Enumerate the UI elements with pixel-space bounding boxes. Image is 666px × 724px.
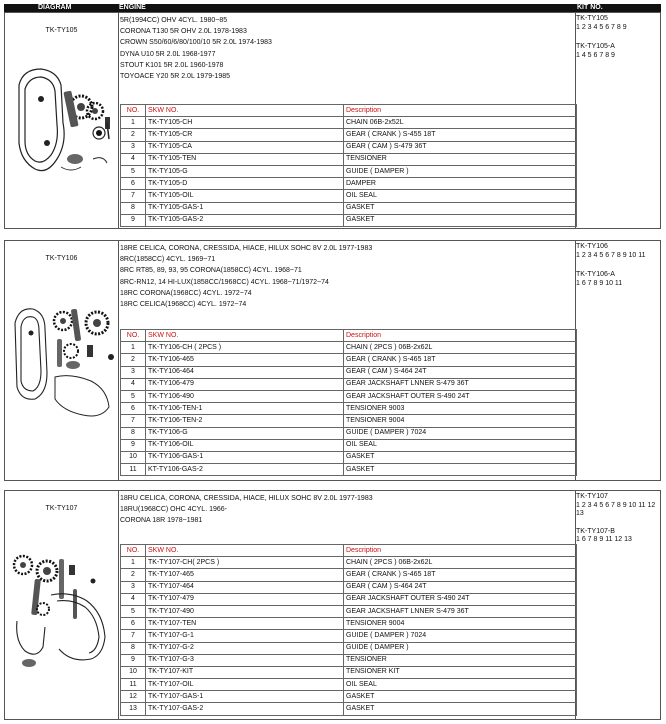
part-desc: GEAR JACKSHAFT OUTER S-490 24T xyxy=(344,593,577,605)
table-row xyxy=(121,178,577,190)
col-no: NO. xyxy=(121,105,146,117)
part-desc: GEAR ( CAM ) S-479 36T xyxy=(344,141,577,153)
part-skw: KT-TY106-GAS-2 xyxy=(146,464,344,476)
part-desc: TENSIONER 9004 xyxy=(344,618,577,630)
parts-table xyxy=(120,329,577,476)
engine-line: 8RC-RN12, 14 HI-LUX(1858CC/1968CC) 4CYL. 1968~71/1972~74 xyxy=(120,278,329,286)
part-skw: TK-TY106-TEN-2 xyxy=(146,415,344,427)
part-no: 5 xyxy=(121,605,146,617)
col-skw-no: SKW NO. xyxy=(146,330,344,342)
col-no: NO. xyxy=(121,330,146,342)
table-row xyxy=(121,581,577,593)
part-no: 9 xyxy=(121,214,146,226)
engine-line: CORONA T130 5R OHV 2.0L 1978-1983 xyxy=(120,28,247,36)
part-no: 6 xyxy=(121,178,146,190)
table-row xyxy=(121,439,577,451)
col-description: Description xyxy=(344,105,577,117)
part-skw: TK-TY106-GAS-1 xyxy=(146,451,344,463)
part-desc: GEAR ( CRANK ) S-465 18T xyxy=(344,569,577,581)
part-skw: TK-TY105-TEN xyxy=(146,153,344,165)
engine-line: 18RU(1968CC) OHC 4CYL. 1966- xyxy=(120,506,227,514)
kit-number-items: 1 2 3 4 5 6 7 8 9 10 11 xyxy=(576,251,646,259)
part-desc: TENSIONER 9004 xyxy=(344,415,577,427)
kit-numbers xyxy=(576,493,660,545)
kit-number-name: TK-TY106 xyxy=(576,243,608,250)
header-kit-no: KIT NO. xyxy=(577,4,603,11)
part-no: 3 xyxy=(121,581,146,593)
part-skw: TK-TY107-G-2 xyxy=(146,642,344,654)
part-desc: GASKET xyxy=(344,691,577,703)
parts-table-header xyxy=(121,545,577,557)
parts-table xyxy=(120,104,577,227)
table-row xyxy=(121,390,577,402)
part-desc: TENSIONER xyxy=(344,153,577,165)
engine-list xyxy=(120,243,575,310)
col-description: Description xyxy=(344,330,577,342)
part-desc: OIL SEAL xyxy=(344,190,577,202)
part-no: 2 xyxy=(121,354,146,366)
table-row xyxy=(121,691,577,703)
table-row xyxy=(121,666,577,678)
part-desc: DAMPER xyxy=(344,178,577,190)
table-row xyxy=(121,190,577,202)
kit-number-items: 1 4 5 6 7 8 9 xyxy=(576,51,615,59)
part-skw: TK-TY105-D xyxy=(146,178,344,190)
engine-line: CROWN S50/60/6/80/100/10 5R 2.0L 1974-1983 xyxy=(120,39,272,47)
catalog-header xyxy=(4,4,661,12)
kit-numbers xyxy=(576,243,660,288)
part-desc: GASKET xyxy=(344,202,577,214)
part-no: 10 xyxy=(121,451,146,463)
part-desc: GUIDE ( DAMPER ) 7024 xyxy=(344,427,577,439)
kit-code: TK-TY107 xyxy=(45,505,78,512)
part-no: 11 xyxy=(121,464,146,476)
kit-number-name: TK-TY107 xyxy=(576,493,608,500)
table-row xyxy=(121,630,577,642)
part-desc: GUIDE ( DAMPER ) xyxy=(344,165,577,177)
engine-list xyxy=(120,493,575,527)
kit-block-ty105 xyxy=(4,12,661,229)
table-row xyxy=(121,415,577,427)
engine-list xyxy=(120,15,575,82)
kit-number-items: 1 6 7 8 9 11 12 13 xyxy=(576,536,632,543)
table-row xyxy=(121,214,577,226)
part-skw: TK-TY107-465 xyxy=(146,569,344,581)
part-no: 13 xyxy=(121,703,146,715)
table-row xyxy=(121,451,577,463)
kit-code: TK-TY106 xyxy=(45,255,78,262)
part-no: 2 xyxy=(121,569,146,581)
kit-number-name: TK-TY107-B xyxy=(576,527,615,535)
table-row xyxy=(121,354,577,366)
part-no: 4 xyxy=(121,378,146,390)
part-skw: TK-TY105-GAS-1 xyxy=(146,202,344,214)
part-skw: TK-TY106-G xyxy=(146,427,344,439)
timing-kit-diagram xyxy=(11,303,115,423)
part-desc: CHAIN ( 2PCS ) 06B-2x62L xyxy=(344,342,577,354)
part-desc: GEAR ( CRANK ) S-455 18T xyxy=(344,129,577,141)
table-row xyxy=(121,654,577,666)
part-skw: TK-TY107-OIL xyxy=(146,679,344,691)
parts-table-header xyxy=(121,330,577,342)
part-skw: TK-TY107-GAS-1 xyxy=(146,691,344,703)
engine-line: CORONA 18R 1978~1981 xyxy=(120,517,203,525)
table-row xyxy=(121,378,577,390)
kit-number-name: TK-TY105 xyxy=(576,15,608,22)
part-desc: GEAR JACKSHAFT LNNER S-479 36T xyxy=(344,378,577,390)
kit-block-ty106 xyxy=(4,240,661,481)
part-desc: GEAR JACKSHAFT OUTER S-490 24T xyxy=(344,390,577,402)
part-desc: GEAR ( CAM ) S-464 24T xyxy=(344,581,577,593)
table-row xyxy=(121,129,577,141)
part-skw: TK-TY105-GAS-2 xyxy=(146,214,344,226)
timing-kit-diagram xyxy=(11,551,115,671)
kit-number-items: 1 2 3 4 5 6 7 8 9 10 11 12 13 xyxy=(576,501,656,517)
col-no: NO. xyxy=(121,545,146,557)
part-skw: TK-TY107-490 xyxy=(146,605,344,617)
part-skw: TK-TY106-TEN-1 xyxy=(146,403,344,415)
table-row xyxy=(121,403,577,415)
table-row xyxy=(121,703,577,715)
parts-table-header xyxy=(121,105,577,117)
timing-kit-diagram xyxy=(11,63,115,181)
part-no: 1 xyxy=(121,342,146,354)
header-diagram: DIAGRAM xyxy=(38,4,72,11)
part-no: 8 xyxy=(121,427,146,439)
part-desc: GASKET xyxy=(344,703,577,715)
part-desc: GASKET xyxy=(344,464,577,476)
part-skw: TK-TY106-490 xyxy=(146,390,344,402)
part-desc: CHAIN 06B-2x52L xyxy=(344,117,577,129)
table-row xyxy=(121,593,577,605)
part-no: 3 xyxy=(121,366,146,378)
part-desc: GEAR ( CRANK ) S-465 18T xyxy=(344,354,577,366)
engine-line: 18RC CORONA(1968CC) 4CYL. 1972~74 xyxy=(120,289,252,297)
part-skw: TK-TY107-KIT xyxy=(146,666,344,678)
kit-number-name: TK-TY105-A xyxy=(576,43,615,50)
kit-number-items: 1 6 7 8 9 10 11 xyxy=(576,279,623,287)
part-skw: TK-TY107-479 xyxy=(146,593,344,605)
part-no: 9 xyxy=(121,654,146,666)
part-desc: GEAR ( CAM ) S-464 24T xyxy=(344,366,577,378)
table-row xyxy=(121,618,577,630)
part-no: 1 xyxy=(121,557,146,569)
engine-line: TOYOACE Y20 5R 2.0L 1979-1985 xyxy=(120,72,230,80)
col-skw-no: SKW NO. xyxy=(146,545,344,557)
part-desc: GUIDE ( DAMPER ) 7024 xyxy=(344,630,577,642)
table-row xyxy=(121,153,577,165)
kit-block-ty107 xyxy=(4,490,661,720)
kit-numbers xyxy=(576,15,660,60)
engine-line: 5R(1994CC) OHV 4CYL. 1980~85 xyxy=(120,17,228,24)
part-skw: TK-TY106-OIL xyxy=(146,439,344,451)
table-row xyxy=(121,202,577,214)
part-skw: TK-TY105-G xyxy=(146,165,344,177)
part-desc: TENSIONER xyxy=(344,654,577,666)
part-desc: GEAR JACKSHAFT LNNER S-479 36T xyxy=(344,605,577,617)
part-skw: TK-TY106-CH ( 2PCS ) xyxy=(146,342,344,354)
part-no: 1 xyxy=(121,117,146,129)
part-no: 4 xyxy=(121,593,146,605)
part-skw: TK-TY106-479 xyxy=(146,378,344,390)
table-row xyxy=(121,342,577,354)
part-desc: TENSIONER 9003 xyxy=(344,403,577,415)
parts-table xyxy=(120,544,577,716)
kit-number-items: 1 2 3 4 5 6 7 8 9 xyxy=(576,23,627,31)
part-no: 6 xyxy=(121,618,146,630)
part-desc: GUIDE ( DAMPER ) xyxy=(344,642,577,654)
table-row xyxy=(121,464,577,476)
col-description: Description xyxy=(344,545,577,557)
part-desc: OIL SEAL xyxy=(344,679,577,691)
part-skw: TK-TY106-465 xyxy=(146,354,344,366)
part-no: 5 xyxy=(121,390,146,402)
table-row xyxy=(121,679,577,691)
part-no: 4 xyxy=(121,153,146,165)
engine-line: 18RE CELICA, CORONA, CRESSIDA, HIACE, HILUX SOHC 8V 2.0L 1977-1983 xyxy=(120,245,373,252)
part-skw: TK-TY105-CH xyxy=(146,117,344,129)
engine-line: STOUT K101 5R 2.0L 1960-1978 xyxy=(120,61,224,69)
table-row xyxy=(121,427,577,439)
part-no: 11 xyxy=(121,679,146,691)
part-desc: CHAIN ( 2PCS ) 06B-2x62L xyxy=(344,557,577,569)
table-row xyxy=(121,605,577,617)
part-skw: TK-TY105-CA xyxy=(146,141,344,153)
part-no: 7 xyxy=(121,190,146,202)
part-desc: GASKET xyxy=(344,451,577,463)
part-no: 3 xyxy=(121,141,146,153)
header-engine: ENGINE xyxy=(119,4,146,11)
engine-line: 8RC(1858CC) 4CYL. 1969~71 xyxy=(120,256,216,264)
engine-line: DYNA U10 5R 2.0L 1968-1977 xyxy=(120,50,216,58)
part-no: 10 xyxy=(121,666,146,678)
part-no: 12 xyxy=(121,691,146,703)
table-row xyxy=(121,117,577,129)
kit-number-name: TK-TY106-A xyxy=(576,271,615,278)
part-no: 5 xyxy=(121,165,146,177)
part-skw: TK-TY105-CR xyxy=(146,129,344,141)
part-no: 7 xyxy=(121,630,146,642)
part-desc: OIL SEAL xyxy=(344,439,577,451)
table-row xyxy=(121,366,577,378)
part-desc: GASKET xyxy=(344,214,577,226)
part-skw: TK-TY106-464 xyxy=(146,366,344,378)
table-row xyxy=(121,569,577,581)
part-skw: TK-TY107-G-3 xyxy=(146,654,344,666)
part-skw: TK-TY107-464 xyxy=(146,581,344,593)
table-row xyxy=(121,642,577,654)
part-skw: TK-TY107-CH( 2PCS ) xyxy=(146,557,344,569)
part-no: 7 xyxy=(121,415,146,427)
part-skw: TK-TY107-GAS-2 xyxy=(146,703,344,715)
part-desc: TENSIONER KIT xyxy=(344,666,577,678)
part-no: 8 xyxy=(121,642,146,654)
engine-line: 8RC RT85, 89, 93, 95 CORONA(1858CC) 4CYL. 1968~71 xyxy=(120,267,302,275)
part-skw: TK-TY107-TEN xyxy=(146,618,344,630)
engine-line: 18RC CELICA(1968CC) 4CYL. 1972~74 xyxy=(120,300,247,308)
part-no: 9 xyxy=(121,439,146,451)
part-no: 8 xyxy=(121,202,146,214)
kit-code: TK-TY105 xyxy=(45,27,78,34)
part-skw: TK-TY105-OIL xyxy=(146,190,344,202)
part-no: 2 xyxy=(121,129,146,141)
table-row xyxy=(121,141,577,153)
part-skw: TK-TY107-G-1 xyxy=(146,630,344,642)
col-skw-no: SKW NO. xyxy=(146,105,344,117)
part-no: 6 xyxy=(121,403,146,415)
engine-line: 18RU CELICA, CORONA, CRESSIDA, HIACE, HILUX SOHC 8V 2.0L 1977-1983 xyxy=(120,495,373,502)
table-row xyxy=(121,557,577,569)
table-row xyxy=(121,165,577,177)
